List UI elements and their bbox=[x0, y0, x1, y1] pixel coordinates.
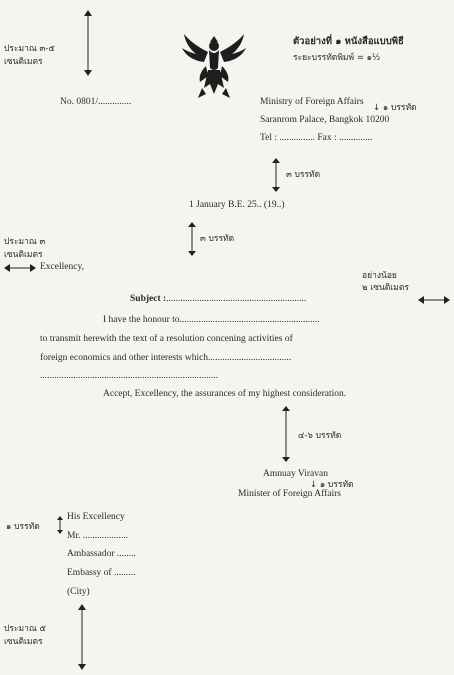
reference-number: No. 0801/.............. bbox=[60, 97, 132, 107]
left-margin-arrow-icon bbox=[4, 264, 36, 272]
ministry-name: Ministry of Foreign Affairs bbox=[260, 97, 364, 107]
right-margin-arrow-icon bbox=[418, 296, 450, 304]
one-line-spacing-note: ↓ ๑ บรรทัด bbox=[373, 103, 417, 113]
recipient-line-3: Ambassador ........ bbox=[67, 549, 136, 559]
four-six-lines-arrow-icon bbox=[282, 406, 290, 462]
one-line-before-recipient-note: ๑ บรรทัด bbox=[6, 522, 40, 532]
ministry-address: Saranrom Palace, Bangkok 10200 bbox=[260, 115, 390, 125]
left-margin-note-line1: ประมาณ ๓ bbox=[4, 237, 46, 247]
tel-fax-line: Tel : ............... Fax : .............. bbox=[260, 133, 373, 143]
recipient-line-1: His Excellency bbox=[67, 512, 125, 522]
garuda-emblem-icon bbox=[178, 30, 250, 102]
form-title: ตัวอย่างที่ ๑ หนังสือแบบพิธี bbox=[293, 36, 404, 47]
three-lines-arrow-icon bbox=[272, 158, 280, 192]
bottom-margin-arrow-icon bbox=[78, 604, 86, 670]
three-lines-arrow-2-icon bbox=[188, 222, 196, 256]
body-line-2: to transmit herewith the text of a resolution concening activities of bbox=[40, 334, 293, 344]
three-lines-note-2: ๓ บรรทัด bbox=[200, 234, 235, 244]
top-margin-arrow-icon bbox=[84, 10, 92, 76]
four-six-lines-note: ๔-๖ บรรทัด bbox=[298, 431, 342, 441]
recipient-line-5: (City) bbox=[67, 587, 90, 597]
subject-line: Subject :........................................................... bbox=[130, 294, 307, 304]
subject-dots: ........................................................... bbox=[166, 294, 307, 304]
body-line-3: foreign economics and other interests which................................... bbox=[40, 353, 292, 363]
salutation: Excellency, bbox=[40, 262, 84, 272]
right-margin-note-line2: ๒ เซนติเมตร bbox=[362, 283, 409, 293]
recipient-line-2: Mr. ................... bbox=[67, 531, 128, 541]
left-margin-note-line2: เซนติเมตร bbox=[4, 250, 43, 260]
body-line-1: I have the honour to........................................................... bbox=[103, 315, 320, 325]
three-lines-note: ๓ บรรทัด bbox=[286, 170, 321, 180]
closing-line: Accept, Excellency, the assurances of my highest consideration. bbox=[103, 389, 347, 399]
top-margin-note-line1: ประมาณ ๓-๕ bbox=[4, 44, 55, 54]
one-line-arrow-icon bbox=[57, 516, 63, 534]
signer-name: Amnuay Viravan bbox=[263, 469, 328, 479]
top-margin-note-line2: เซนติเมตร bbox=[4, 57, 43, 67]
line-spacing-note: ระยะบรรทัดพิมพ์ = ๑½ bbox=[293, 53, 381, 63]
body-line-4: ........................................................................... bbox=[40, 371, 219, 381]
right-margin-note-line1: อย่างน้อย bbox=[362, 271, 397, 281]
bottom-margin-note-line2: เซนติเมตร bbox=[4, 637, 43, 647]
signer-title: Minister of Foreign Affairs bbox=[238, 489, 341, 499]
bottom-margin-note-line1: ประมาณ ๕ bbox=[4, 624, 46, 634]
recipient-line-4: Embassy of ......... bbox=[67, 568, 136, 578]
letter-date: 1 January B.E. 25.. (19..) bbox=[189, 200, 285, 210]
one-line-spacing-note-2: ↓ ๑ บรรทัด bbox=[310, 480, 354, 490]
